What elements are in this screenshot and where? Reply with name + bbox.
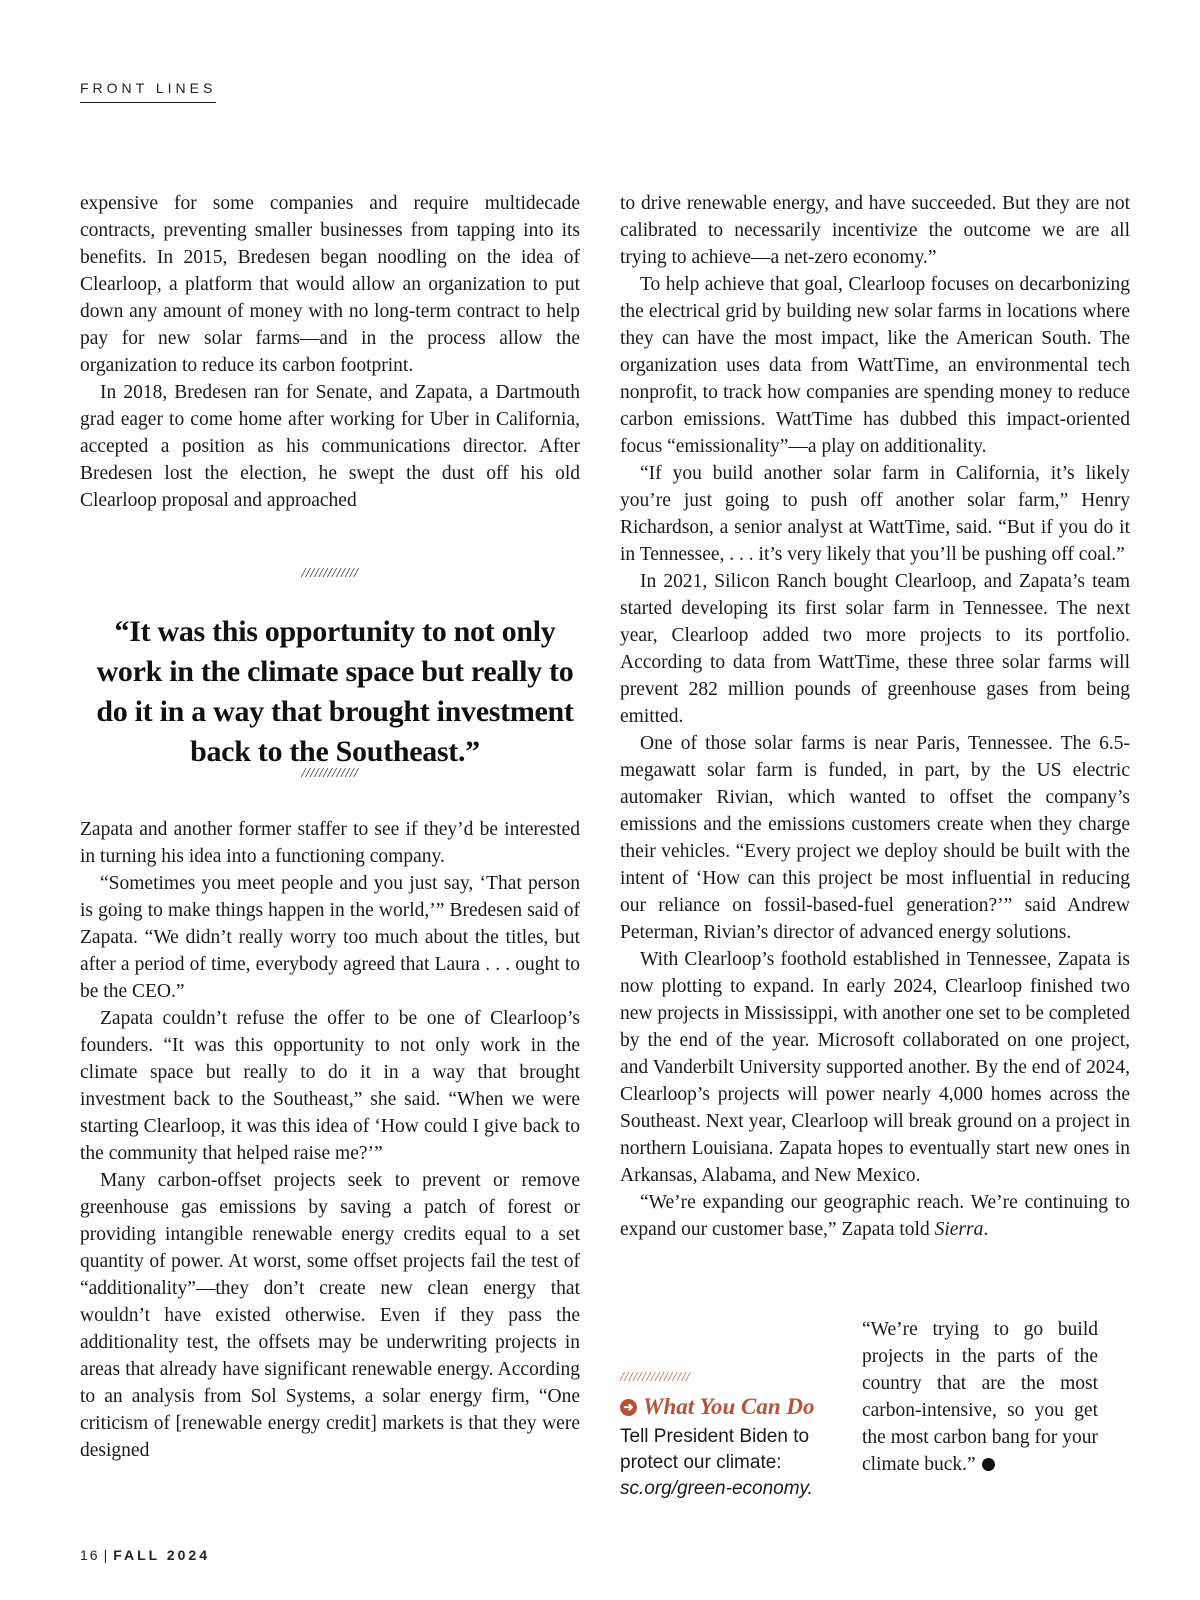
final-quote-column [862, 1316, 1098, 1478]
final-quote [862, 1316, 1098, 1478]
end-mark-icon [982, 1458, 995, 1471]
paragraph: Zapata and another former staffer to see if they’d be interested in turning his idea into a functioning company. [80, 819, 580, 867]
paragraph: One of those solar farms is near Paris, Tennessee. The 6.5-megawatt solar farm is funded, in part, by the US electric automaker Rivian, which wanted to offset the company’s emissions and the emissions customers create when they charge their vehicles. “Every project we deploy should be built with the intent of ‘How can this project be most influential in reducing our reliance on fossil-based-fuel generation?’” said Andrew Peterman, Rivian’s director of advanced energy solutions. [620, 733, 1130, 943]
paragraph: Many carbon-offset projects seek to prevent or remove greenhouse gas emissions by saving a patch of forest or providing intangible renewable energy credits equal to a set quantity of power. At worst, some offset projects fail the test of “additionality”—they don’t create new clean energy that wouldn’t have existed otherwise. Even if they pass the additionality test, the offsets may be underwriting projects in areas that already have significant renewable energy. According to an analysis from Sol Systems, a solar energy firm, “One criticism of [renewable energy credit] markets is that they were designed [80, 1170, 580, 1461]
footer-separator: | [103, 1547, 110, 1563]
page-footer [80, 1547, 210, 1563]
arrow-right-icon: ➔ [620, 1399, 637, 1416]
paragraph: to drive renewable energy, and have succeeded. But they are not calibrated to necessarily incentivize the outcome we are all trying to achieve—a net-zero economy.” [620, 193, 1130, 268]
cta-link[interactable]: sc.org/green-economy. [620, 1478, 813, 1499]
cta-body [620, 1424, 860, 1502]
pull-quote: “It was this opportunity to not only work in the climate space but really to do it in a way that brought investment back to the Southeast.” [96, 615, 574, 768]
paragraph: In 2018, Bredesen ran for Senate, and Zapata, a Dartmouth grad eager to come home after working for Uber in California, accepted a position as his communications director. After Bredesen lost the election, he swept the dust off his old Clearloop proposal and approached [80, 382, 580, 511]
cta-heading-text: What You Can Do [643, 1394, 815, 1419]
left-column-bottom [80, 816, 580, 1464]
paragraph: expensive for some companies and require multidecade contracts, preventing smaller businesses from tapping into its benefits. In 2015, Bredesen began noodling on the idea of Clearloop, a platform that would allow an organization to put down any amount of money with no long-term contract to help pay for new solar farms—and in the process allow the organization to reduce its carbon footprint. [80, 193, 580, 376]
paragraph: “If you build another solar farm in California, it’s likely you’re just going to push off another solar farm,” Henry Richardson, a senior analyst at WattTime, said. “But if you do it in Tennessee, . . . it’s very likely that you’ll be pushing off coal.” [620, 463, 1130, 565]
paragraph: To help achieve that goal, Clearloop focuses on decarbonizing the electrical grid by building new solar farms in locations where they can have the most impact, like the American South. The organization uses data from WattTime, an environmental tech nonprofit, to track how companies are spending money to reduce carbon emissions. WattTime has dubbed this impact-oriented focus “emissionality”—a play on additionality. [620, 274, 1130, 457]
paragraph: In 2021, Silicon Ranch bought Clearloop, and Zapata’s team started developing its first solar farm in Tennessee. The next year, Clearloop added two more projects to its portfolio. According to data from WattTime, these three solar farms will prevent 282 million pounds of greenhouse gases from being emitted. [620, 571, 1130, 727]
cta-heading [620, 1394, 860, 1420]
closing-text: “We’re expanding our geographic reach. We’re continuing to expand our customer base,” Zapata told [620, 1192, 1130, 1240]
closing-punctuation: . [983, 1219, 989, 1240]
cta-body-text: Tell President Biden to protect our climate: [620, 1426, 810, 1473]
right-column [620, 190, 1130, 1243]
page-number: 16 [80, 1547, 100, 1563]
left-column-top [80, 190, 580, 514]
paragraph [620, 1189, 1130, 1243]
issue-label: FALL 2024 [113, 1547, 210, 1563]
section-label: FRONT LINES [80, 80, 216, 103]
final-quote-text: “We’re trying to go build projects in the parts of the country that are the most carbon-intensive, so you get the most carbon bang for your climate buck.” [862, 1319, 1098, 1475]
cta-ticks: //////////////// [620, 1370, 691, 1385]
paragraph: “Sometimes you meet people and you just say, ‘That person is going to make things happen in the world,’” Bredesen said of Zapata. “We didn’t really worry too much about the titles, but after a period of time, everybody agreed that Laura . . . ought to be the CEO.” [80, 873, 580, 1002]
call-to-action [620, 1370, 860, 1502]
pull-quote-bottom-ticks: ///////////// [301, 766, 359, 781]
publication-name: Sierra [934, 1219, 984, 1240]
pull-quote-top-ticks: ///////////// [301, 566, 359, 581]
paragraph: With Clearloop’s foothold established in Tennessee, Zapata is now plotting to expand. In early 2024, Clearloop finished two new projects in Mississippi, with another one set to be completed by the end of the year. Microsoft collaborated on one project, and Vanderbilt University supported another. By the end of 2024, Clearloop’s projects will power nearly 4,000 homes across the Southeast. Next year, Clearloop will break ground on a project in northern Louisiana. Zapata hopes to eventually start new ones in Arkansas, Alabama, and New Mexico. [620, 949, 1130, 1186]
paragraph: Zapata couldn’t refuse the offer to be one of Clearloop’s founders. “It was this opportunity to not only work in the climate space but really to do it in a way that brought investment back to the Southeast,” she said. “When we were starting Clearloop, it was this idea of ‘How could I give back to the community that helped raise me?’” [80, 1008, 580, 1164]
